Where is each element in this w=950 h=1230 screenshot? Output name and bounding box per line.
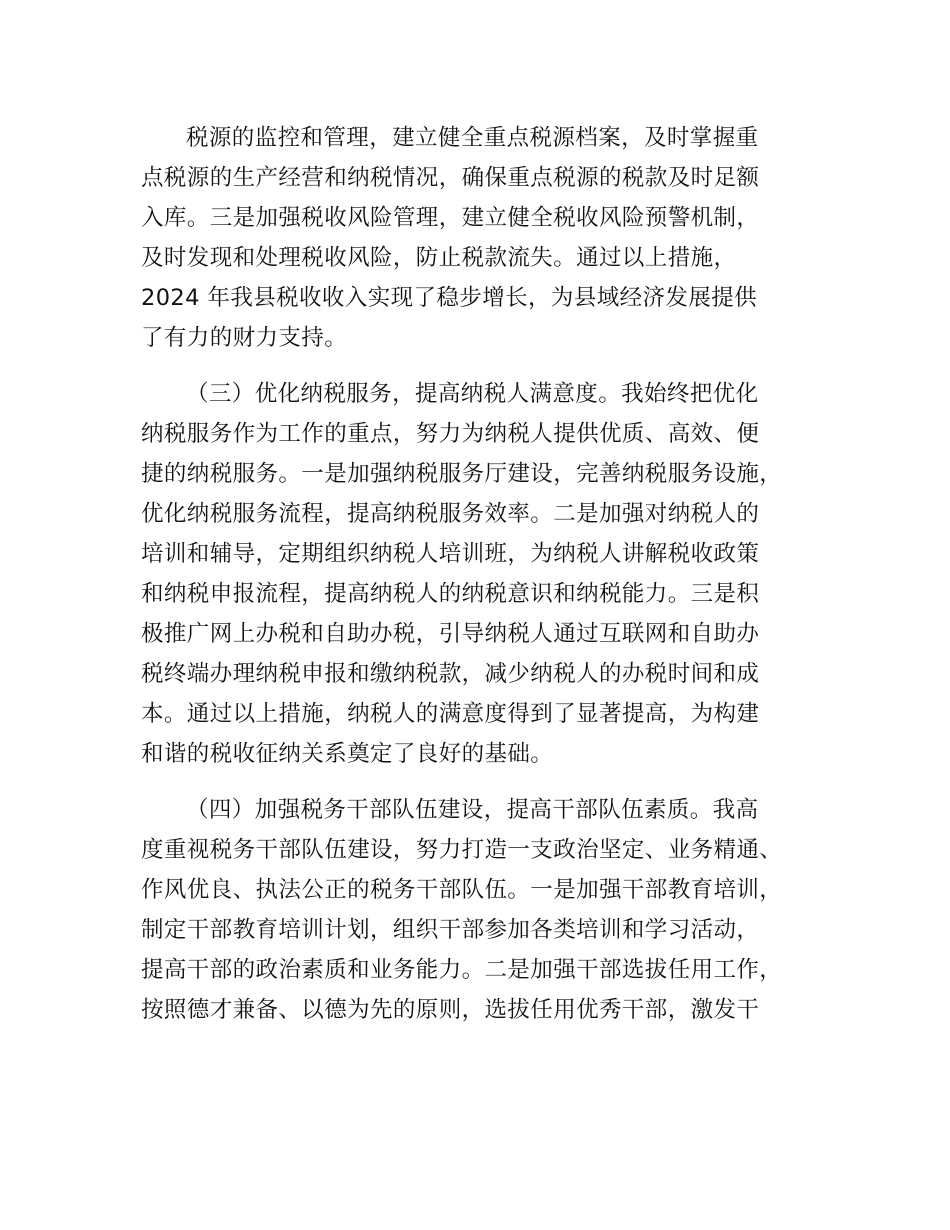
text-line: 纳税服务作为工作的重点，努力为纳税人提供优质、高效、便 <box>141 421 760 447</box>
text-line: 本。通过以上措施，纳税人的满意度得到了显著提高，为构建 <box>141 701 760 727</box>
text-line: 制定干部教育培训计划，组织干部参加各类培训和学习活动， <box>141 917 760 943</box>
text-line: 极推广网上办税和自助办税，引导纳税人通过互联网和自助办 <box>141 621 760 647</box>
text-line: 税源的监控和管理，建立健全重点税源档案，及时掌握重 <box>186 125 759 151</box>
text-line: 点税源的生产经营和纳税情况，确保重点税源的税款及时足额 <box>141 165 760 191</box>
paragraph-3 <box>141 790 821 1030</box>
text-line: 捷的纳税服务。一是加强纳税服务厅建设，完善纳税服务设施， <box>141 461 783 487</box>
text-line: 培训和辅导，定期组织纳税人培训班，为纳税人讲解税收政策 <box>141 541 760 567</box>
text-line: 入库。三是加强税收风险管理，建立健全税收风险预警机制， <box>141 205 760 231</box>
document-body <box>141 118 821 1030</box>
paragraph-2 <box>141 374 821 774</box>
text-line: 税终端办理纳税申报和缴纳税款，减少纳税人的办税时间和成 <box>141 661 760 687</box>
text-line: 作风优良、执法公正的税务干部队伍。一是加强干部教育培训， <box>141 877 783 903</box>
paragraph-1 <box>141 118 821 358</box>
text-line: （三）优化纳税服务，提高纳税人满意度。我始终把优化 <box>186 381 759 407</box>
text-line: （四）加强税务干部队伍建设，提高干部队伍素质。我高 <box>186 797 759 823</box>
text-line: 了有力的财力支持。 <box>141 325 348 351</box>
text-line: 提高干部的政治素质和业务能力。二是加强干部选拔任用工作， <box>141 957 783 983</box>
paragraph-spacer <box>141 358 821 374</box>
text-line: 度重视税务干部队伍建设，努力打造一支政治坚定、业务精通、 <box>141 837 783 863</box>
text-line: 优化纳税服务流程，提高纳税服务效率。二是加强对纳税人的 <box>141 501 760 527</box>
text-line: 和谐的税收征纳关系奠定了良好的基础。 <box>141 741 554 767</box>
text-line: 按照德才兼备、以德为先的原则，选拔任用优秀干部，激发干 <box>141 997 760 1023</box>
paragraph-spacer <box>141 774 821 790</box>
text-line: 2024 年我县税收收入实现了稳步增长，为县域经济发展提供 <box>141 285 758 311</box>
text-line: 及时发现和处理税收风险，防止税款流失。通过以上措施， <box>141 245 737 271</box>
text-line: 和纳税申报流程，提高纳税人的纳税意识和纳税能力。三是积 <box>141 581 760 607</box>
